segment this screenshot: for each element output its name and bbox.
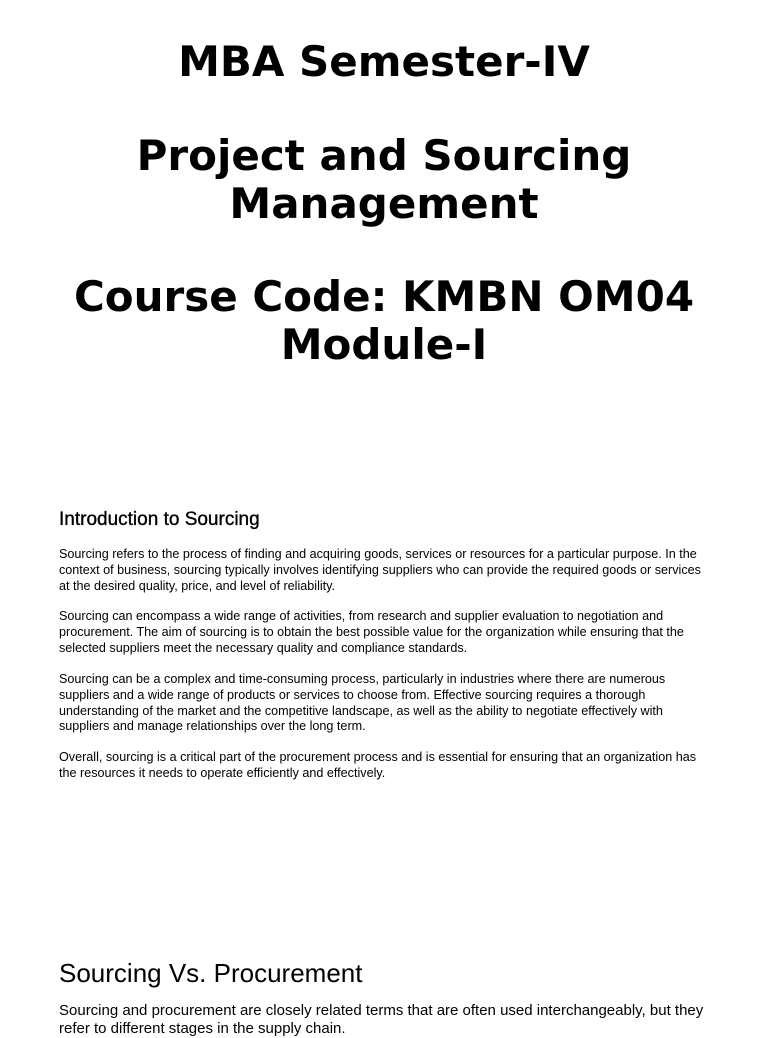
intro-heading: Introduction to Sourcing [59,509,260,530]
intro-paragraph: Sourcing can encompass a wide range of activities, from research and supplier evaluation to negotiation and procurement. The aim of sourcing is to obtain the best possible value for the organization while ensuring that the selected suppliers meet the necessary quality and compliance standards. [59,609,684,655]
intro-paragraph: Sourcing can be a complex and time-consuming process, particularly in industries where there are numerous suppliers and a wide range of products or services to choose from. Effective sourcing requires a thorough understanding of the market and the competitive landscape, as well as the ability to negotiate effectively with suppliers and manage relationships over the long term. [59,672,666,734]
intro-paragraph: Sourcing refers to the process of finding and acquiring goods, services or resources for a particular purpose. In the context of business, sourcing typically involves identifying suppliers who can provide the required goods or services at the desired quality, price, and level of reliability. [59,547,701,593]
sourcing-vs-procurement-heading: Sourcing Vs. Procurement [59,958,363,988]
module-title: Module-I [280,320,488,369]
course-code: Course Code: KMBN OM04 [73,272,695,321]
intro-paragraph: Overall, sourcing is a critical part of the procurement process and is essential for ensuring that an organization has the resources it needs to operate efficiently and effectively. [59,750,697,780]
course-title-line-2: Management [229,179,539,228]
semester-title: MBA Semester-IV [178,37,590,86]
document-title [0,38,768,369]
course-title-line-1: Project and Sourcing [136,131,632,180]
sourcing-vs-procurement-paragraph: Sourcing and procurement are closely related terms that are often used interchangeably, but they refer to different stages in the supply chain. [59,1002,704,1037]
